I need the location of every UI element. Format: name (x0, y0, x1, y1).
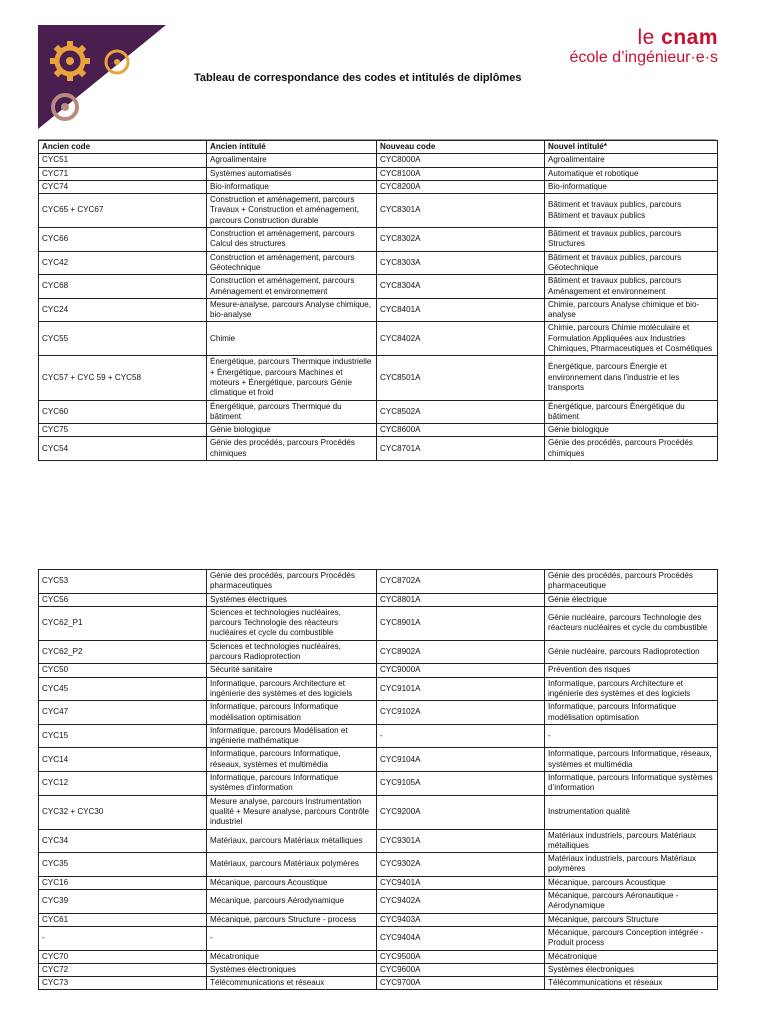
old-title-cell: Informatique, parcours Informatique systèmes d’information (207, 772, 377, 796)
new-title-cell: Bio-informatique (545, 180, 718, 193)
new-title-cell: Systèmes électroniques (545, 963, 718, 976)
old-code-cell: CYC32 + CYC30 (39, 795, 207, 829)
new-code-cell: CYC9700A (377, 977, 545, 990)
new-code-cell: - (377, 724, 545, 748)
cnam-logo-gears-icon (38, 25, 166, 129)
old-code-cell: CYC73 (39, 977, 207, 990)
new-title-cell: - (545, 724, 718, 748)
old-title-cell: Mesure analyse, parcours Instrumentation qualité + Mesure analyse, parcours Contrôle industriel (207, 795, 377, 829)
old-title-cell: Génie des procédés, parcours Procédés chimiques (207, 437, 377, 461)
table-row (39, 950, 718, 963)
table-row (39, 275, 718, 299)
header-new-title: Nouvel intitulé* (545, 141, 718, 154)
new-code-cell: CYC9000A (377, 664, 545, 677)
new-title-cell: Informatique, parcours Informatique modélisation optimisation (545, 701, 718, 725)
new-title-cell: Génie nucléaire, parcours Technologie des réacteurs nucléaires et cycle du combustible (545, 606, 718, 640)
old-title-cell: Construction et aménagement, parcours Travaux + Construction et aménagement, parcours Construction durable (207, 194, 377, 228)
old-code-cell: - (39, 926, 207, 950)
new-title-cell: Informatique, parcours Informatique, réseaux, systèmes et multimédia (545, 748, 718, 772)
new-title-cell: Télécommunications et réseaux (545, 977, 718, 990)
table-row (39, 664, 718, 677)
new-code-cell: CYC9600A (377, 963, 545, 976)
old-title-cell: Agroalimentaire (207, 154, 377, 167)
table-row (39, 677, 718, 701)
new-title-cell: Mécatronique (545, 950, 718, 963)
old-code-cell: CYC45 (39, 677, 207, 701)
new-title-cell: Agroalimentaire (545, 154, 718, 167)
table-row (39, 400, 718, 424)
old-code-cell: CYC24 (39, 298, 207, 322)
old-code-cell: CYC72 (39, 963, 207, 976)
new-code-cell: CYC9301A (377, 829, 545, 853)
old-title-cell: Construction et aménagement, parcours Géotechnique (207, 251, 377, 275)
table-row (39, 724, 718, 748)
table-row (39, 298, 718, 322)
old-title-cell: Construction et aménagement, parcours Calcul des structures (207, 228, 377, 252)
old-code-cell: CYC47 (39, 701, 207, 725)
new-code-cell: CYC8701A (377, 437, 545, 461)
new-code-cell: CYC8902A (377, 640, 545, 664)
new-code-cell: CYC8401A (377, 298, 545, 322)
cnam-brand (569, 28, 718, 68)
table-row (39, 772, 718, 796)
old-title-cell: - (207, 926, 377, 950)
new-code-cell: CYC9403A (377, 913, 545, 926)
old-code-cell: CYC56 (39, 593, 207, 606)
table-row (39, 748, 718, 772)
old-code-cell: CYC75 (39, 424, 207, 437)
table-row (39, 194, 718, 228)
old-code-cell: CYC60 (39, 400, 207, 424)
new-code-cell: CYC8501A (377, 356, 545, 400)
new-code-cell: CYC9404A (377, 926, 545, 950)
brand-subtitle: école d’ingénieur·e·s (569, 49, 718, 66)
old-title-cell: Énergétique, parcours Thermique du bâtiment (207, 400, 377, 424)
new-title-cell: Matériaux industriels, parcours Matériaux métalliques (545, 829, 718, 853)
old-code-cell: CYC16 (39, 876, 207, 889)
new-title-cell: Énergétique, parcours Énergie et environnement dans l’industrie et les transports (545, 356, 718, 400)
old-title-cell: Télécommunications et réseaux (207, 977, 377, 990)
old-title-cell: Systèmes automatisés (207, 167, 377, 180)
correspondence-table-1 (38, 140, 718, 461)
old-title-cell: Mécatronique (207, 950, 377, 963)
old-title-cell: Mécanique, parcours Structure - process (207, 913, 377, 926)
new-code-cell: CYC8702A (377, 570, 545, 594)
old-title-cell: Informatique, parcours Informatique modélisation optimisation (207, 701, 377, 725)
new-code-cell: CYC9105A (377, 772, 545, 796)
table-row (39, 570, 718, 594)
new-code-cell: CYC8901A (377, 606, 545, 640)
old-title-cell: Sciences et technologies nucléaires, parcours Technologie des réacteurs nucléaires et cycle du combustible (207, 606, 377, 640)
table-header-row (39, 141, 718, 154)
old-code-cell: CYC62_P2 (39, 640, 207, 664)
old-title-cell: Informatique, parcours Architecture et ingénierie des systèmes et des logiciels (207, 677, 377, 701)
old-title-cell: Chimie (207, 322, 377, 356)
new-code-cell: CYC8000A (377, 154, 545, 167)
new-title-cell: Énergétique, parcours Énergétique du bâtiment (545, 400, 718, 424)
new-code-cell: CYC9500A (377, 950, 545, 963)
old-code-cell: CYC71 (39, 167, 207, 180)
new-code-cell: CYC8502A (377, 400, 545, 424)
new-code-cell: CYC9101A (377, 677, 545, 701)
old-code-cell: CYC15 (39, 724, 207, 748)
old-code-cell: CYC61 (39, 913, 207, 926)
new-title-cell: Mécanique, parcours Structure (545, 913, 718, 926)
document-title: Tableau de correspondance des codes et intitulés de diplômes (194, 72, 522, 84)
new-code-cell: CYC8303A (377, 251, 545, 275)
brand-cnam: cnam (661, 26, 718, 49)
old-title-cell: Informatique, parcours Modélisation et ingénierie mathématique (207, 724, 377, 748)
new-title-cell: Mécanique, parcours Conception intégrée - Produit process (545, 926, 718, 950)
header-old-title: Ancien intitulé (207, 141, 377, 154)
new-title-cell: Bâtiment et travaux publics, parcours Géotechnique (545, 251, 718, 275)
old-title-cell: Mesure-analyse, parcours Analyse chimique, bio-analyse (207, 298, 377, 322)
table-2-body (39, 570, 718, 990)
old-code-cell: CYC57 + CYC 59 + CYC58 (39, 356, 207, 400)
new-code-cell: CYC9402A (377, 890, 545, 914)
old-title-cell: Systèmes électroniques (207, 963, 377, 976)
old-code-cell: CYC74 (39, 180, 207, 193)
old-code-cell: CYC35 (39, 853, 207, 877)
old-code-cell: CYC62_P1 (39, 606, 207, 640)
new-code-cell: CYC9401A (377, 876, 545, 889)
table-row (39, 853, 718, 877)
old-title-cell: Mécanique, parcours Aérodynamique (207, 890, 377, 914)
new-code-cell: CYC9102A (377, 701, 545, 725)
table-row (39, 701, 718, 725)
table-row (39, 926, 718, 950)
old-title-cell: Construction et aménagement, parcours Aménagement et environnement (207, 275, 377, 299)
old-code-cell: CYC70 (39, 950, 207, 963)
old-title-cell: Bio-informatique (207, 180, 377, 193)
table-1-body (39, 154, 718, 461)
new-title-cell: Chimie, parcours Chimie moléculaire et Formulation Appliquées aux Industries Chimiques, Pharmaceutiques et Cosmétiques (545, 322, 718, 356)
header-new-code: Nouveau code (377, 141, 545, 154)
new-title-cell: Génie biologique (545, 424, 718, 437)
new-title-cell: Chimie, parcours Analyse chimique et bio-analyse (545, 298, 718, 322)
old-code-cell: CYC65 + CYC67 (39, 194, 207, 228)
table-row (39, 437, 718, 461)
new-title-cell: Génie des procédés, parcours Procédés chimiques (545, 437, 718, 461)
old-title-cell: Mécanique, parcours Acoustique (207, 876, 377, 889)
old-title-cell: Sciences et technologies nucléaires, parcours Radioprotection (207, 640, 377, 664)
new-title-cell: Génie électrique (545, 593, 718, 606)
new-title-cell: Informatique, parcours Informatique systèmes d’information (545, 772, 718, 796)
table-row (39, 251, 718, 275)
table-row (39, 424, 718, 437)
table-row (39, 829, 718, 853)
old-title-cell: Génie biologique (207, 424, 377, 437)
old-title-cell: Matériaux, parcours Matériaux polymères (207, 853, 377, 877)
new-code-cell: CYC8100A (377, 167, 545, 180)
new-title-cell: Bâtiment et travaux publics, parcours Structures (545, 228, 718, 252)
new-code-cell: CYC8301A (377, 194, 545, 228)
table-row (39, 322, 718, 356)
new-code-cell: CYC8200A (377, 180, 545, 193)
new-title-cell: Prévention des risques (545, 664, 718, 677)
table-row (39, 890, 718, 914)
header-old-code: Ancien code (39, 141, 207, 154)
correspondence-table-2 (38, 569, 718, 990)
new-title-cell: Bâtiment et travaux publics, parcours Aménagement et environnement (545, 275, 718, 299)
old-code-cell: CYC12 (39, 772, 207, 796)
old-title-cell: Systèmes électriques (207, 593, 377, 606)
old-code-cell: CYC54 (39, 437, 207, 461)
table-row (39, 167, 718, 180)
table-row (39, 180, 718, 193)
table-row (39, 977, 718, 990)
old-title-cell: Énergétique, parcours Thermique industrielle + Énergétique, parcours Machines et moteurs + Énergétique, parcours Génie climatique et froid (207, 356, 377, 400)
new-title-cell: Mécanique, parcours Aéronautique - Aérodynamique (545, 890, 718, 914)
old-code-cell: CYC68 (39, 275, 207, 299)
new-title-cell: Génie des procédés, parcours Procédés pharmaceutique (545, 570, 718, 594)
table-row (39, 640, 718, 664)
old-title-cell: Matériaux, parcours Matériaux métalliques (207, 829, 377, 853)
new-title-cell: Informatique, parcours Architecture et ingénierie des systèmes et des logiciels (545, 677, 718, 701)
table-row (39, 876, 718, 889)
old-title-cell: Sécurité sanitaire (207, 664, 377, 677)
new-title-cell: Bâtiment et travaux publics, parcours Bâtiment et travaux publics (545, 194, 718, 228)
old-code-cell: CYC14 (39, 748, 207, 772)
old-code-cell: CYC55 (39, 322, 207, 356)
new-code-cell: CYC8402A (377, 322, 545, 356)
old-code-cell: CYC42 (39, 251, 207, 275)
old-title-cell: Informatique, parcours Informatique, réseaux, systèmes et multimédia (207, 748, 377, 772)
new-code-cell: CYC9104A (377, 748, 545, 772)
old-code-cell: CYC66 (39, 228, 207, 252)
new-code-cell: CYC8302A (377, 228, 545, 252)
table-row (39, 154, 718, 167)
new-title-cell: Instrumentation qualité (545, 795, 718, 829)
old-code-cell: CYC51 (39, 154, 207, 167)
old-code-cell: CYC53 (39, 570, 207, 594)
old-title-cell: Génie des procédés, parcours Procédés pharmaceutiques (207, 570, 377, 594)
new-code-cell: CYC8600A (377, 424, 545, 437)
table-row (39, 356, 718, 400)
old-code-cell: CYC34 (39, 829, 207, 853)
table-row (39, 606, 718, 640)
brand-le: le (637, 26, 662, 49)
new-title-cell: Automatique et robotique (545, 167, 718, 180)
old-code-cell: CYC39 (39, 890, 207, 914)
table-row (39, 228, 718, 252)
new-title-cell: Mécanique, parcours Acoustique (545, 876, 718, 889)
table-row (39, 795, 718, 829)
table-row (39, 913, 718, 926)
new-title-cell: Génie nucléaire, parcours Radioprotection (545, 640, 718, 664)
new-code-cell: CYC9302A (377, 853, 545, 877)
new-code-cell: CYC8801A (377, 593, 545, 606)
new-code-cell: CYC9200A (377, 795, 545, 829)
new-title-cell: Matériaux industriels, parcours Matériaux polymères (545, 853, 718, 877)
old-code-cell: CYC50 (39, 664, 207, 677)
table-row (39, 963, 718, 976)
new-code-cell: CYC8304A (377, 275, 545, 299)
table-row (39, 593, 718, 606)
